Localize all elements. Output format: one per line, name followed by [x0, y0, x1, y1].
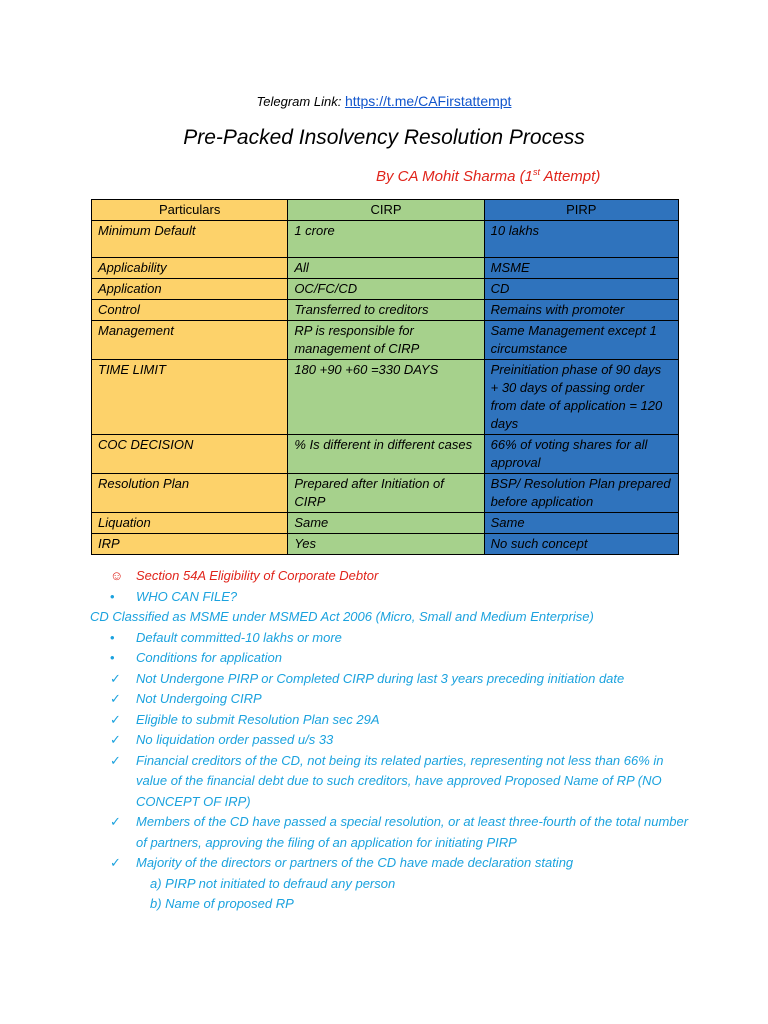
- author-suffix: Attempt): [540, 168, 601, 185]
- bullet-icon: •: [110, 650, 115, 665]
- list-item: [90, 587, 690, 608]
- section-heading-text: Section 54A Eligibility of Corporate Debtor: [136, 568, 379, 583]
- header-pirp: PIRP: [484, 200, 678, 221]
- who-can-file-text: WHO CAN FILE?: [136, 588, 238, 604]
- author-prefix: By CA Mohit Sharma (1: [376, 168, 533, 185]
- checkmark-icon: ✓: [110, 691, 121, 706]
- table-row: [92, 360, 679, 435]
- check-item-text: Not Undergone PIRP or Completed CIRP during last 3 years preceding initiation date: [136, 670, 625, 686]
- table-header-row: [92, 200, 679, 221]
- check-item: [90, 669, 690, 690]
- section-heading: [90, 566, 690, 587]
- check-item: [90, 689, 690, 710]
- default-text: Default committed-10 lakhs or more: [136, 629, 342, 645]
- table-cell: 180 +90 +60 =330 DAYS: [288, 360, 484, 435]
- table-cell: Liquation: [92, 513, 288, 534]
- notes-section: [90, 566, 690, 915]
- sub-item-a: a) PIRP not initiated to defraud any person: [150, 875, 396, 891]
- table-cell: No such concept: [484, 534, 678, 555]
- check-item: [90, 730, 690, 751]
- table-row: [92, 474, 679, 513]
- table-cell: RP is responsible for management of CIRP: [288, 321, 484, 360]
- checkmark-icon: ✓: [110, 814, 121, 829]
- table-cell: Applicability: [92, 258, 288, 279]
- table-row: [92, 534, 679, 555]
- check-item: [90, 812, 690, 853]
- table-row: [92, 258, 679, 279]
- conditions-text: Conditions for application: [136, 650, 282, 665]
- checkmark-icon: ✓: [110, 732, 121, 747]
- bullet-icon: •: [110, 588, 115, 604]
- table-cell: % Is different in different cases: [288, 435, 484, 474]
- checkmark-icon: ✓: [110, 670, 121, 686]
- checkmark-icon: ✓: [110, 855, 121, 870]
- author-superscript: st: [533, 167, 541, 177]
- header-particulars: Particulars: [92, 200, 288, 221]
- table-cell: Management: [92, 321, 288, 360]
- checkmark-icon: ✓: [110, 711, 121, 727]
- msme-classification: CD Classified as MSME under MSMED Act 2006 (Micro, Small and Medium Enterprise): [90, 609, 594, 624]
- check-item-text: Eligible to submit Resolution Plan sec 29A: [136, 711, 380, 727]
- table-cell: Same: [484, 513, 678, 534]
- table-cell: All: [288, 258, 484, 279]
- check-item: [90, 710, 690, 731]
- table-cell: Minimum Default: [92, 221, 288, 258]
- telegram-label: Telegram Link:: [256, 94, 342, 109]
- table-cell: 1 crore: [288, 221, 484, 258]
- table-cell: Same: [288, 513, 484, 534]
- check-item-text: Majority of the directors or partners of the CD have made declaration stating: [136, 855, 574, 870]
- table-cell: 66% of voting shares for all approval: [484, 435, 678, 474]
- table-cell: MSME: [484, 258, 678, 279]
- table-cell: Prepared after Initiation of CIRP: [288, 474, 484, 513]
- table-row: [92, 221, 679, 258]
- table-cell: OC/FC/CD: [288, 279, 484, 300]
- check-item: [90, 751, 690, 813]
- check-item-text: Not Undergoing CIRP: [136, 691, 262, 706]
- header-cirp: CIRP: [288, 200, 484, 221]
- table-cell: Transferred to creditors: [288, 300, 484, 321]
- table-cell: CD: [484, 279, 678, 300]
- check-item-text: No liquidation order passed u/s 33: [136, 732, 334, 747]
- list-item: [90, 628, 690, 649]
- table-cell: BSP/ Resolution Plan prepared before application: [484, 474, 678, 513]
- table-row: [92, 279, 679, 300]
- table-row: [92, 300, 679, 321]
- telegram-line: [0, 93, 768, 109]
- author-line: [376, 167, 600, 185]
- check-item: [90, 853, 690, 874]
- smiley-icon: ☺: [110, 568, 124, 583]
- table-cell: Preinitiation phase of 90 days + 30 days of passing order from date of application = 120 days: [484, 360, 678, 435]
- page-title: Pre-Packed Insolvency Resolution Process: [183, 126, 585, 149]
- table-cell: Control: [92, 300, 288, 321]
- table-cell: 10 lakhs: [484, 221, 678, 258]
- check-item-text: Financial creditors of the CD, not being its related parties, representing not less than 66% in value of the financial debt due to such creditors, have approved Proposed Name of RP (NO CONCEPT OF IRP): [136, 752, 664, 809]
- table-cell: Resolution Plan: [92, 474, 288, 513]
- table-cell: Same Management except 1 circumstance: [484, 321, 678, 360]
- list-item: [90, 648, 690, 669]
- comparison-table: [91, 199, 679, 555]
- check-item-text: Members of the CD have passed a special resolution, or at least three-fourth of the total number of partners, approving the filing of an application for initiating PIRP: [136, 814, 689, 850]
- table-row: [92, 435, 679, 474]
- table-row: [92, 513, 679, 534]
- sub-item-b: b) Name of proposed RP: [150, 896, 294, 911]
- bullet-icon: •: [110, 629, 115, 645]
- checkmark-icon: ✓: [110, 752, 121, 768]
- table-cell: IRP: [92, 534, 288, 555]
- table-cell: TIME LIMIT: [92, 360, 288, 435]
- table-cell: COC DECISION: [92, 435, 288, 474]
- table-cell: Application: [92, 279, 288, 300]
- table-cell: Remains with promoter: [484, 300, 678, 321]
- table-cell: Yes: [288, 534, 484, 555]
- table-row: [92, 321, 679, 360]
- telegram-link[interactable]: https://t.me/CAFirstattempt: [344, 93, 512, 109]
